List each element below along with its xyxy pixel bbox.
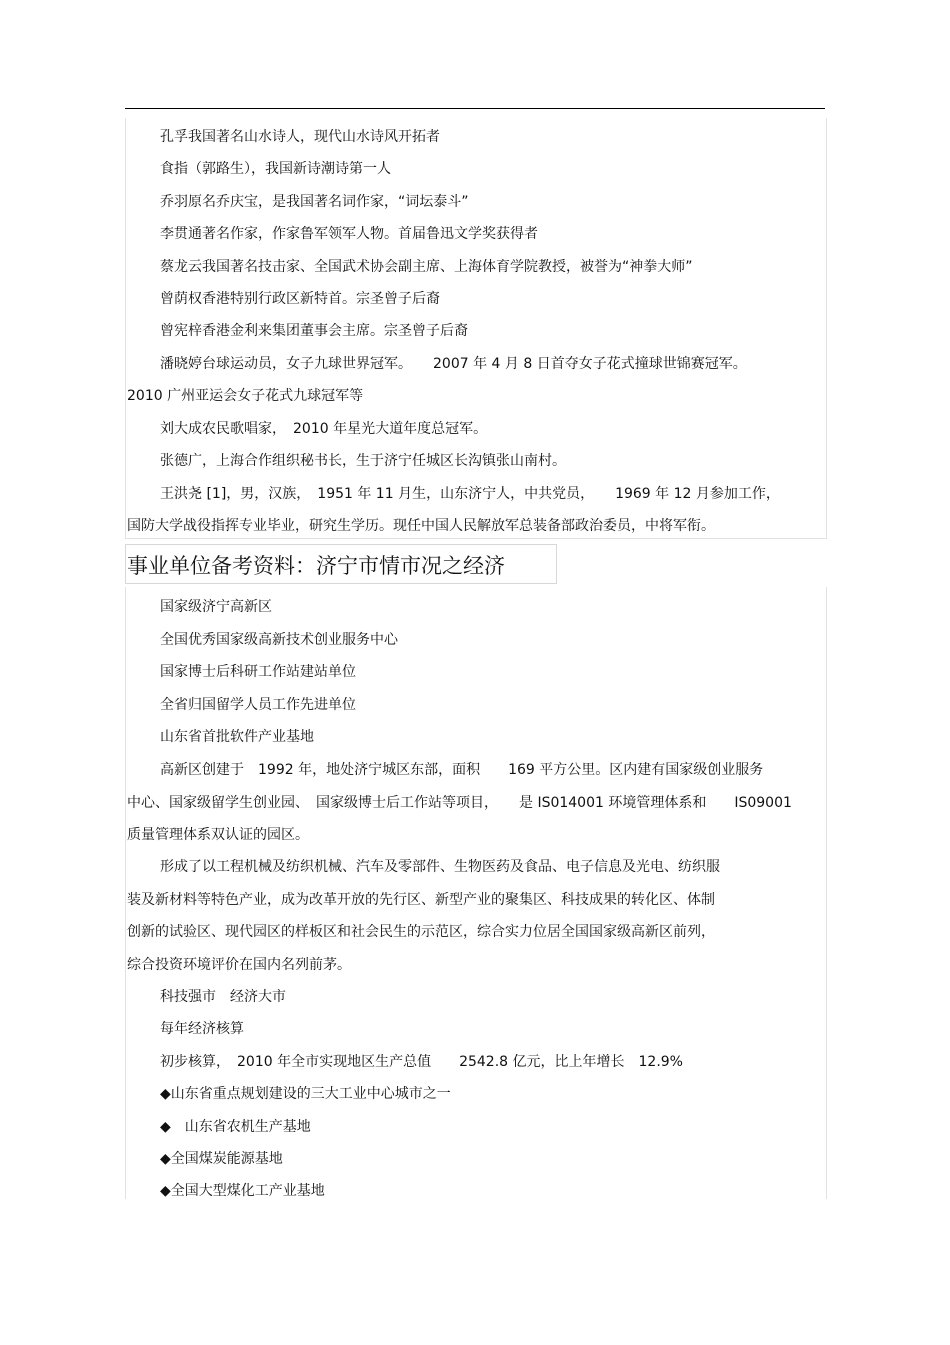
- text-line: 孔孚我国著名山水诗人，现代山水诗风开拓者: [160, 129, 440, 145]
- text-line: 全国优秀国家级高新技术创业服务中心: [160, 632, 398, 648]
- text-line: 蔡龙云我国著名技击家、全国武术协会副主席、上海体育学院教授，被誉为“神拳大师”: [160, 259, 693, 275]
- text-line: 每年经济核算: [160, 1021, 244, 1037]
- text-line: 曾宪梓香港金利来集团董事会主席。宗圣曾子后裔: [160, 323, 468, 339]
- text-line: 张德广，上海合作组织秘书长，生于济宁任城区长沟镇张山南村。: [160, 453, 566, 469]
- text-line: 李贯通著名作家，作家鲁军领军人物。首届鲁迅文学奖获得者: [160, 226, 538, 242]
- text-line: 创新的试验区、现代园区的样板区和社会民生的示范区，综合实力位居全国国家级高新区前列，: [127, 924, 715, 940]
- text-line: 食指（郭路生），我国新诗潮诗第一人: [160, 161, 391, 177]
- bullet-line: ◆全国大型煤化工产业基地: [160, 1183, 325, 1199]
- text-line: 王洪尧 [1]，男，汉族， 1951 年 11 月生，山东济宁人，中共党员， 1969 年 12 月参加工作，: [160, 486, 780, 502]
- text-line: 全省归国留学人员工作先进单位: [160, 697, 356, 713]
- text-line: 综合投资环境评价在国内名列前茅。: [127, 957, 351, 973]
- text-line: 中心、国家级留学生创业园、 国家级博士后工作站等项目， 是 IS014001 环境管理体系和 IS09001: [127, 795, 792, 811]
- text-line: 质量管理体系双认证的园区。: [127, 827, 309, 843]
- text-line: 2010 广州亚运会女子花式九球冠军等: [127, 388, 364, 404]
- text-line: 国家级济宁高新区: [160, 599, 272, 615]
- text-line: 国防大学战役指挥专业毕业，研究生学历。现任中国人民解放军总装备部政治委员，中将军衔。: [127, 518, 715, 534]
- text-line: 乔羽原名乔庆宝，是我国著名词作家，“词坛泰斗”: [160, 194, 469, 210]
- text-line: 刘大成农民歌唱家， 2010 年星光大道年度总冠军。: [160, 421, 488, 437]
- top-rule: [125, 108, 825, 109]
- section-heading: 事业单位备考资料：济宁市情市况之经济: [127, 554, 505, 578]
- text-line: 国家博士后科研工作站建站单位: [160, 664, 356, 680]
- text-line: 潘晓婷台球运动员，女子九球世界冠军。 2007 年 4 月 8 日首夺女子花式撞球世锦赛冠军。: [160, 356, 747, 372]
- bullet-line: ◆ 山东省农机生产基地: [160, 1119, 311, 1135]
- bullet-line: ◆全国煤炭能源基地: [160, 1151, 283, 1167]
- text-line: 科技强市 经济大市: [160, 989, 286, 1005]
- text-line: 高新区创建于 1992 年，地处济宁城区东部，面积 169 平方公里。区内建有国家级创业服务: [160, 762, 764, 778]
- text-line: 装及新材料等特色产业，成为改革开放的先行区、新型产业的聚集区、科技成果的转化区、体制: [127, 892, 715, 908]
- text-line: 山东省首批软件产业基地: [160, 729, 314, 745]
- text-line: 初步核算， 2010 年全市实现地区生产总值 2542.8 亿元，比上年增长 12.9%: [160, 1054, 683, 1070]
- text-line: 形成了以工程机械及纺织机械、汽车及零部件、生物医药及食品、电子信息及光电、纺织服: [160, 859, 720, 875]
- bullet-line: ◆山东省重点规划建设的三大工业中心城市之一: [160, 1086, 451, 1102]
- text-line: 曾荫权香港特别行政区新特首。宗圣曾子后裔: [160, 291, 440, 307]
